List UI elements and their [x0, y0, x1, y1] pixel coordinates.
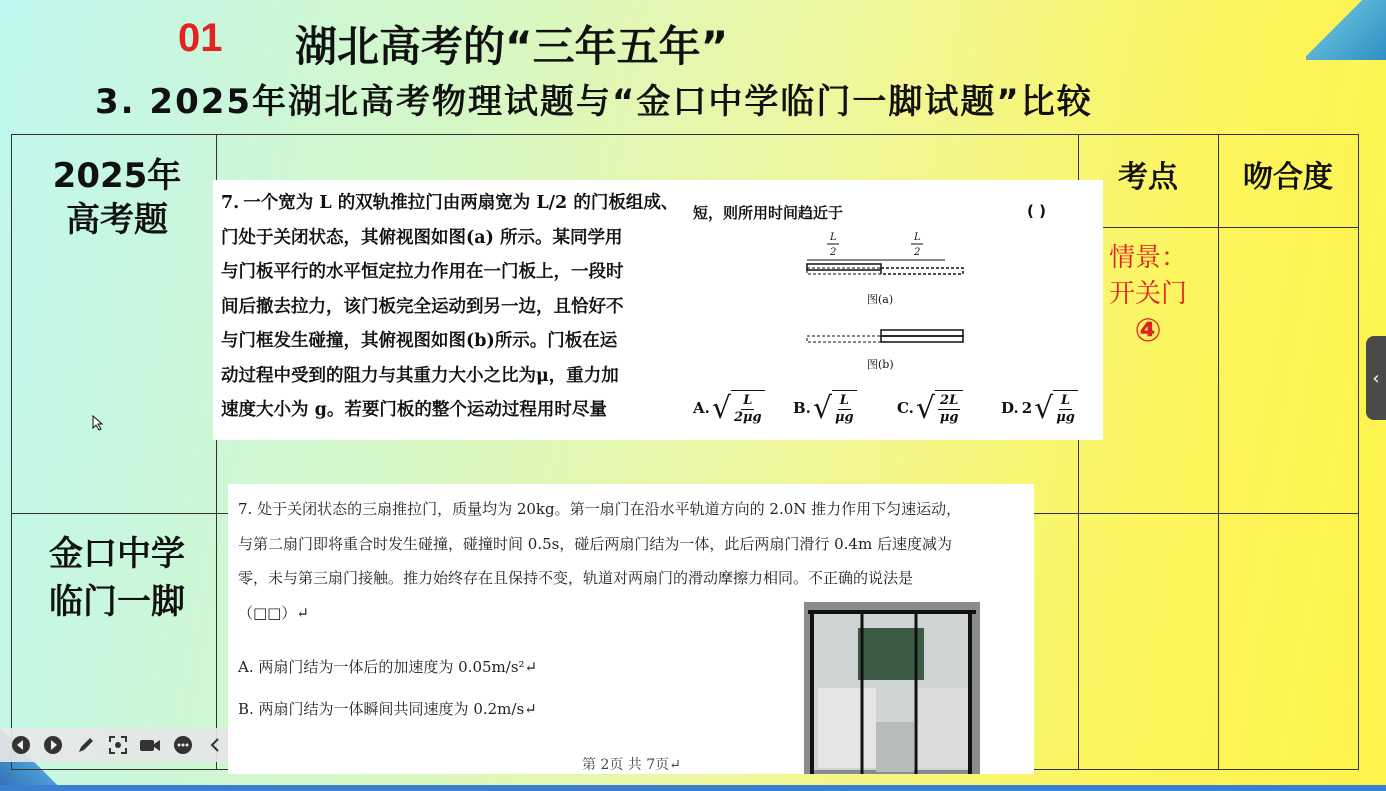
- exam-line: 间后撤去拉力，该门板完全运动到另一边，且恰好不: [221, 296, 624, 317]
- page-title: 湖北高考的“三年五年”: [295, 22, 729, 71]
- sliding-door-photo: [804, 602, 980, 774]
- choice-coef: 2: [1021, 399, 1033, 417]
- page-subtitle: 3. 2025年湖北高考物理试题与“金口中学临门一脚试题”比较: [95, 82, 1093, 122]
- column-header-kaodian: 考点: [1118, 160, 1178, 195]
- exam-question-image: [213, 180, 1103, 440]
- camera-icon[interactable]: [137, 731, 163, 759]
- exam-question-tail: 短，则所用时间趋近于: [693, 204, 844, 222]
- table-divider: [1078, 227, 1358, 228]
- mock-option-a: A. 两扇门结为一体后的加速度为 0.05m/s²↵: [238, 658, 538, 676]
- frac-den: μg: [939, 410, 959, 425]
- table-divider: [1218, 135, 1219, 769]
- choice-c: [897, 380, 963, 436]
- question-number: 7.: [221, 193, 240, 213]
- page-footer: 第 2页 共 7页↵: [582, 757, 681, 773]
- side-panel-toggle[interactable]: [1366, 336, 1386, 420]
- row-label-line: 2025年: [52, 156, 182, 196]
- exam-question-line: [221, 186, 681, 221]
- choice-letter: D.: [1001, 399, 1019, 417]
- sqrt-icon: √: [1034, 390, 1054, 426]
- exam-line: 一个宽为 L 的双轨推拉门由两扇宽为 L/2 的门板组成、: [243, 193, 679, 213]
- frac-num: L: [839, 393, 849, 408]
- prev-icon[interactable]: [8, 731, 34, 759]
- choice-d: [1001, 380, 1078, 436]
- exam-question-right: [689, 180, 1103, 440]
- sqrt-icon: √: [711, 390, 731, 426]
- row-label-line: 高考题: [66, 200, 168, 240]
- choice-fraction: [832, 390, 857, 426]
- kaodian-label: 情景：: [1108, 243, 1187, 273]
- fig-a-half-num: L: [830, 232, 837, 243]
- sqrt-icon: √: [915, 390, 936, 426]
- play-icon[interactable]: [40, 731, 66, 759]
- choice-letter: B.: [793, 399, 811, 417]
- presentation-toolbar: [0, 728, 228, 762]
- answer-paren: ( ): [1027, 202, 1046, 220]
- choice-b: [793, 380, 857, 436]
- exam-line: 门处于关闭状态，其俯视图如图(a) 所示。某同学用: [221, 227, 623, 248]
- exam-question-text: [221, 186, 681, 428]
- mock-line: 零，未与第三扇门接触。推力始终存在且保持不变，轨道对两扇门的滑动摩擦力相同。不正确的说法是: [238, 569, 914, 587]
- frac-den: μg: [1056, 410, 1075, 425]
- mouse-cursor-icon: [92, 415, 104, 431]
- decor-corner-top-right: [1306, 0, 1386, 60]
- mock-option-b: B. 两扇门结为一体瞬间共同速度为 0.2m/s↵: [238, 700, 537, 718]
- kaodian-number: ④: [1134, 311, 1162, 349]
- exam-line: 与门板平行的水平恒定拉力作用在一门板上，一段时: [221, 262, 624, 282]
- frac-den: 2μg: [734, 410, 762, 425]
- row-label-line: 临门一脚: [49, 582, 185, 622]
- column-header-wenhedu: 吻合度: [1243, 160, 1333, 195]
- exam-line: 与门框发生碰撞，其俯视图如图(b)所示。门板在运: [221, 331, 618, 351]
- choice-fraction: [1053, 390, 1078, 426]
- door-diagram: [689, 180, 1103, 370]
- choice-fraction: [731, 390, 765, 426]
- sliding-door-photo-art: [804, 602, 980, 774]
- choice-letter: A.: [693, 399, 710, 417]
- exam-choices: [693, 380, 1093, 436]
- fig-a-half-num: L: [914, 232, 921, 243]
- frac-num: L: [743, 393, 753, 408]
- collapse-icon[interactable]: [202, 731, 228, 759]
- kaodian-scenario: 开关门: [1108, 279, 1187, 309]
- chevron-left-icon: ‹: [1372, 367, 1380, 389]
- fig-a-half-den: 2: [830, 247, 837, 258]
- fig-a-label: 图(a): [867, 293, 894, 306]
- frac-den: μg: [835, 410, 854, 425]
- choice-a: [693, 380, 765, 436]
- kaodian-cell: [1085, 240, 1211, 348]
- choice-fraction: [935, 390, 963, 426]
- row-label-line: 金口中学: [49, 534, 185, 574]
- mock-line: （□□）↵: [238, 603, 309, 622]
- more-icon[interactable]: [169, 731, 195, 759]
- mock-line: 与第二扇门即将重合时发生碰撞，碰撞时间 0.5s，碰后两扇门结为一体，此后两扇门滑行 0.4m 后速度减为: [238, 534, 952, 553]
- fig-b-label: 图(b): [867, 358, 894, 370]
- exam-line: 动过程中受到的阻力与其重力大小之比为μ，重力加: [221, 365, 619, 386]
- mock-question-image: [228, 484, 1034, 774]
- row-label-mock: [22, 530, 212, 626]
- frac-num: 2L: [940, 393, 959, 408]
- mock-line: 7. 处于关闭状态的三扇推拉门，质量均为 20kg。第一扇门在沿水平轨道方向的 2.0N 推力作用下匀速运动，: [238, 500, 962, 518]
- sqrt-icon: √: [812, 390, 833, 426]
- pen-icon[interactable]: [73, 731, 99, 759]
- screenshot-icon[interactable]: [105, 731, 131, 759]
- decor-bottom-bar: [0, 785, 1386, 791]
- exam-line: 速度大小为 g。若要门板的整个运动过程用时尽量: [221, 400, 607, 420]
- frac-num: L: [1061, 393, 1071, 408]
- fig-a-half-den: 2: [914, 247, 921, 258]
- row-label-exam: [22, 154, 212, 242]
- choice-letter: C.: [897, 399, 914, 417]
- section-number: 01: [178, 16, 223, 60]
